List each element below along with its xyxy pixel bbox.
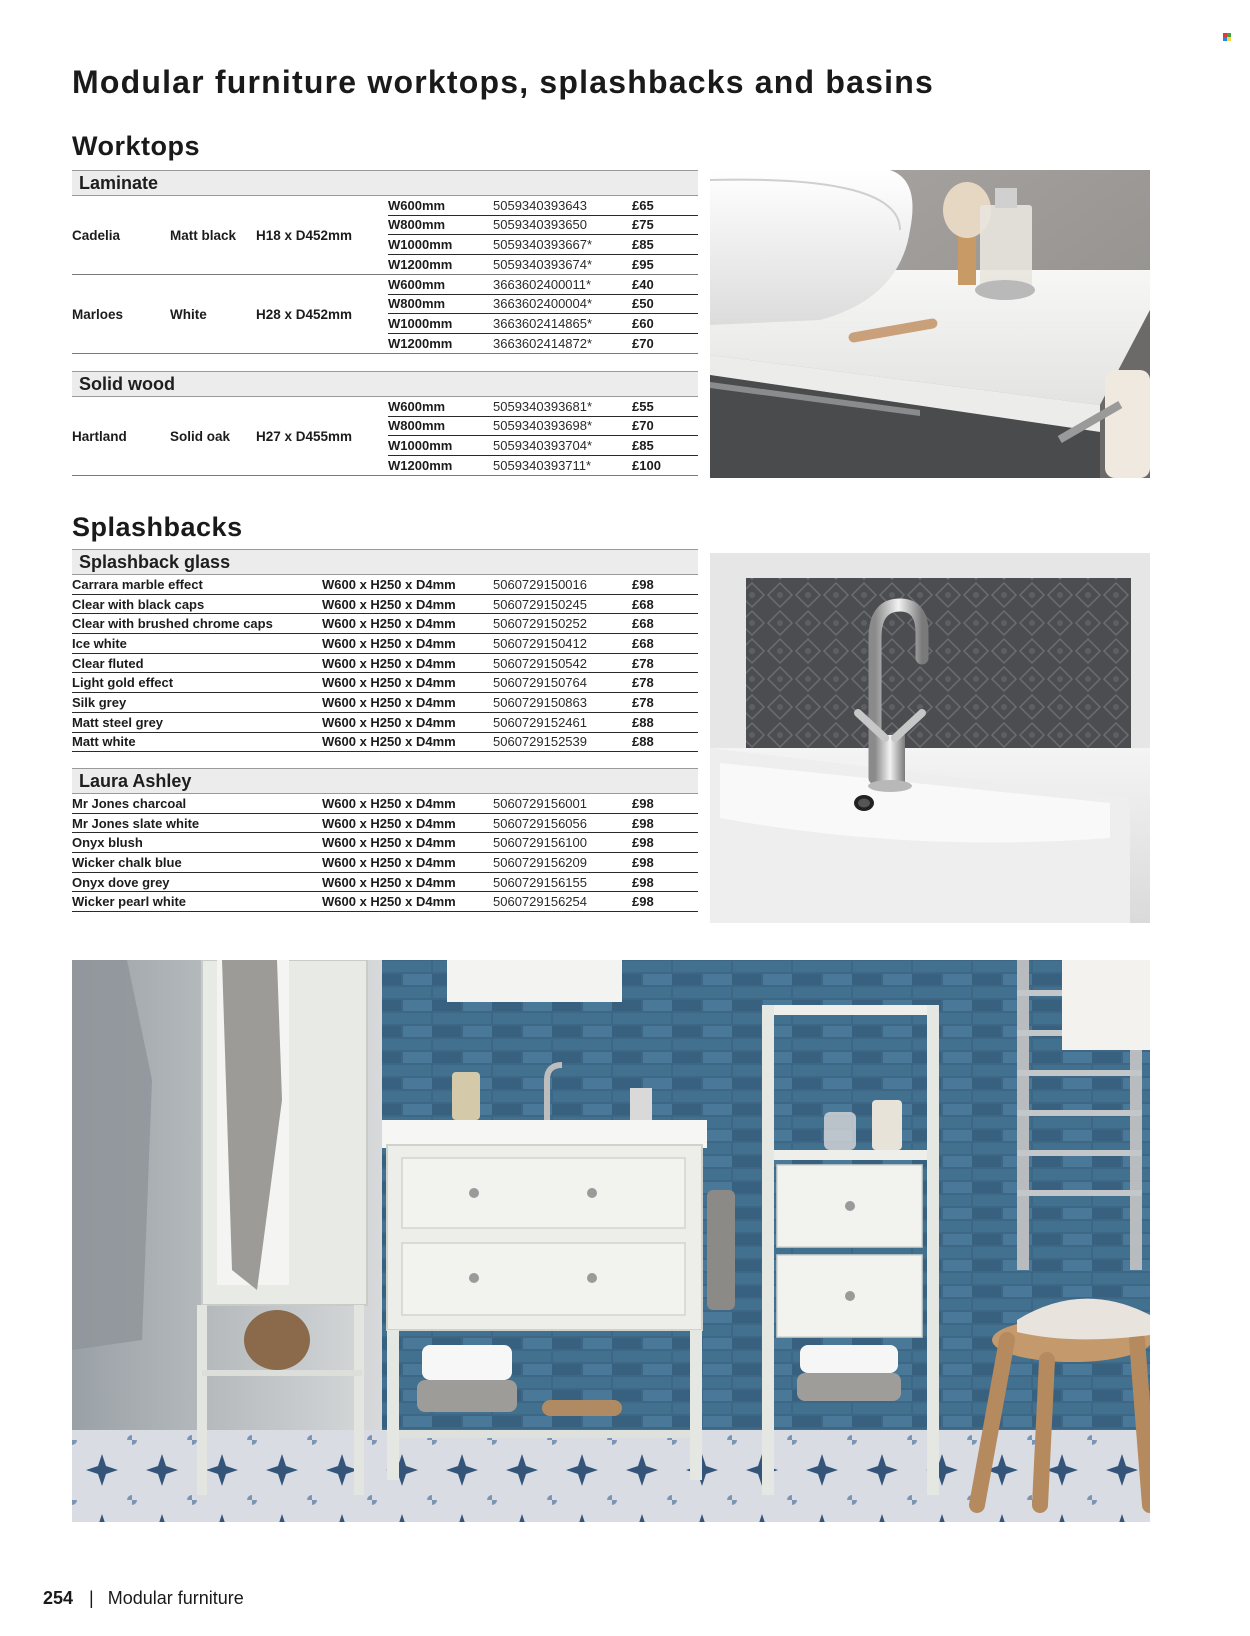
variant-row: W600mm 3663602400011* £40	[388, 275, 698, 295]
product-finish: Matt black	[170, 227, 237, 243]
group-header-laminate: Laminate	[72, 170, 698, 196]
table-row: Wicker pearl white W600 x H250 x D4mm 5060729156254 £98	[72, 892, 698, 912]
variant-row: W600mm 5059340393643 £65	[388, 196, 698, 216]
variant-row: W1000mm 3663602414865* £60	[388, 314, 698, 334]
footer-section-name: Modular furniture	[107, 1588, 244, 1608]
product-finish: White	[170, 306, 207, 322]
worktops-heading: Worktops	[72, 131, 201, 161]
table-row: Wicker chalk blue W600 x H250 x D4mm 5060729156209 £98	[72, 853, 698, 873]
solid-wood-table	[72, 371, 698, 476]
table-row: Onyx blush W600 x H250 x D4mm 5060729156100 £98	[72, 833, 698, 853]
table-row: Matt steel grey W600 x H250 x D4mm 5060729152461 £88	[72, 713, 698, 733]
variant-row: W600mm 5059340393681* £55	[388, 397, 698, 417]
variant-row: W800mm 5059340393650 £75	[388, 216, 698, 236]
brand-mark-icon	[1223, 33, 1231, 41]
splashback-photo	[710, 553, 1150, 923]
product-row	[72, 275, 698, 354]
table-row: Clear with brushed chrome caps W600 x H250 x D4mm 5060729150252 £68	[72, 614, 698, 634]
page-title: Modular furniture worktops, splashbacks and basins	[72, 64, 934, 100]
product-name: Hartland	[72, 428, 127, 444]
table-row: Clear with black caps W600 x H250 x D4mm 5060729150245 £68	[72, 595, 698, 615]
page-footer	[43, 1588, 244, 1609]
variant-row: W1200mm 5059340393711* £100	[388, 457, 661, 473]
variant-row: W800mm 5059340393698* £70	[388, 417, 698, 437]
page-number: 254	[43, 1588, 74, 1608]
worktop-basin-photo	[710, 170, 1150, 478]
product-name: Cadelia	[72, 227, 121, 243]
product-dimensions: H27 x D455mm	[256, 428, 353, 444]
product-row	[72, 397, 698, 476]
variant-row: W800mm 3663602400004* £50	[388, 295, 698, 315]
splashback-glass-table	[72, 549, 698, 752]
laminate-table	[72, 170, 698, 354]
variant-row: W1200mm 5059340393674* £95	[388, 256, 654, 272]
group-header-solid-wood: Solid wood	[72, 371, 698, 397]
product-name: Marloes	[72, 306, 124, 322]
table-row: Light gold effect W600 x H250 x D4mm 5060729150764 £78	[72, 673, 698, 693]
bathroom-scene-photo	[72, 960, 1150, 1522]
product-dimensions: H28 x D452mm	[256, 306, 353, 322]
table-row: Mr Jones charcoal W600 x H250 x D4mm 5060729156001 £98	[72, 794, 698, 814]
table-row: Silk grey W600 x H250 x D4mm 5060729150863 £78	[72, 693, 698, 713]
variant-row: W1000mm 5059340393704* £85	[388, 436, 698, 456]
laura-ashley-table	[72, 768, 698, 912]
table-row: Ice white W600 x H250 x D4mm 5060729150412 £68	[72, 634, 698, 654]
product-finish: Solid oak	[170, 428, 231, 444]
table-row: Onyx dove grey W600 x H250 x D4mm 5060729156155 £98	[72, 873, 698, 893]
product-dimensions: H18 x D452mm	[256, 227, 353, 243]
table-row: Clear fluted W600 x H250 x D4mm 5060729150542 £78	[72, 654, 698, 674]
table-row: Mr Jones slate white W600 x H250 x D4mm 5060729156056 £98	[72, 814, 698, 834]
product-row	[72, 196, 698, 275]
table-row: Matt white W600 x H250 x D4mm 5060729152539 £88	[72, 733, 698, 753]
variant-row: W1000mm 5059340393667* £85	[388, 235, 698, 255]
splashbacks-heading: Splashbacks	[72, 512, 243, 542]
footer-separator: |	[89, 1588, 94, 1608]
group-header-splashback-glass: Splashback glass	[72, 549, 698, 575]
variant-row: W1200mm 3663602414872* £70	[388, 335, 654, 351]
group-header-laura-ashley: Laura Ashley	[72, 768, 698, 794]
table-row: Carrara marble effect W600 x H250 x D4mm 5060729150016 £98	[72, 575, 698, 595]
